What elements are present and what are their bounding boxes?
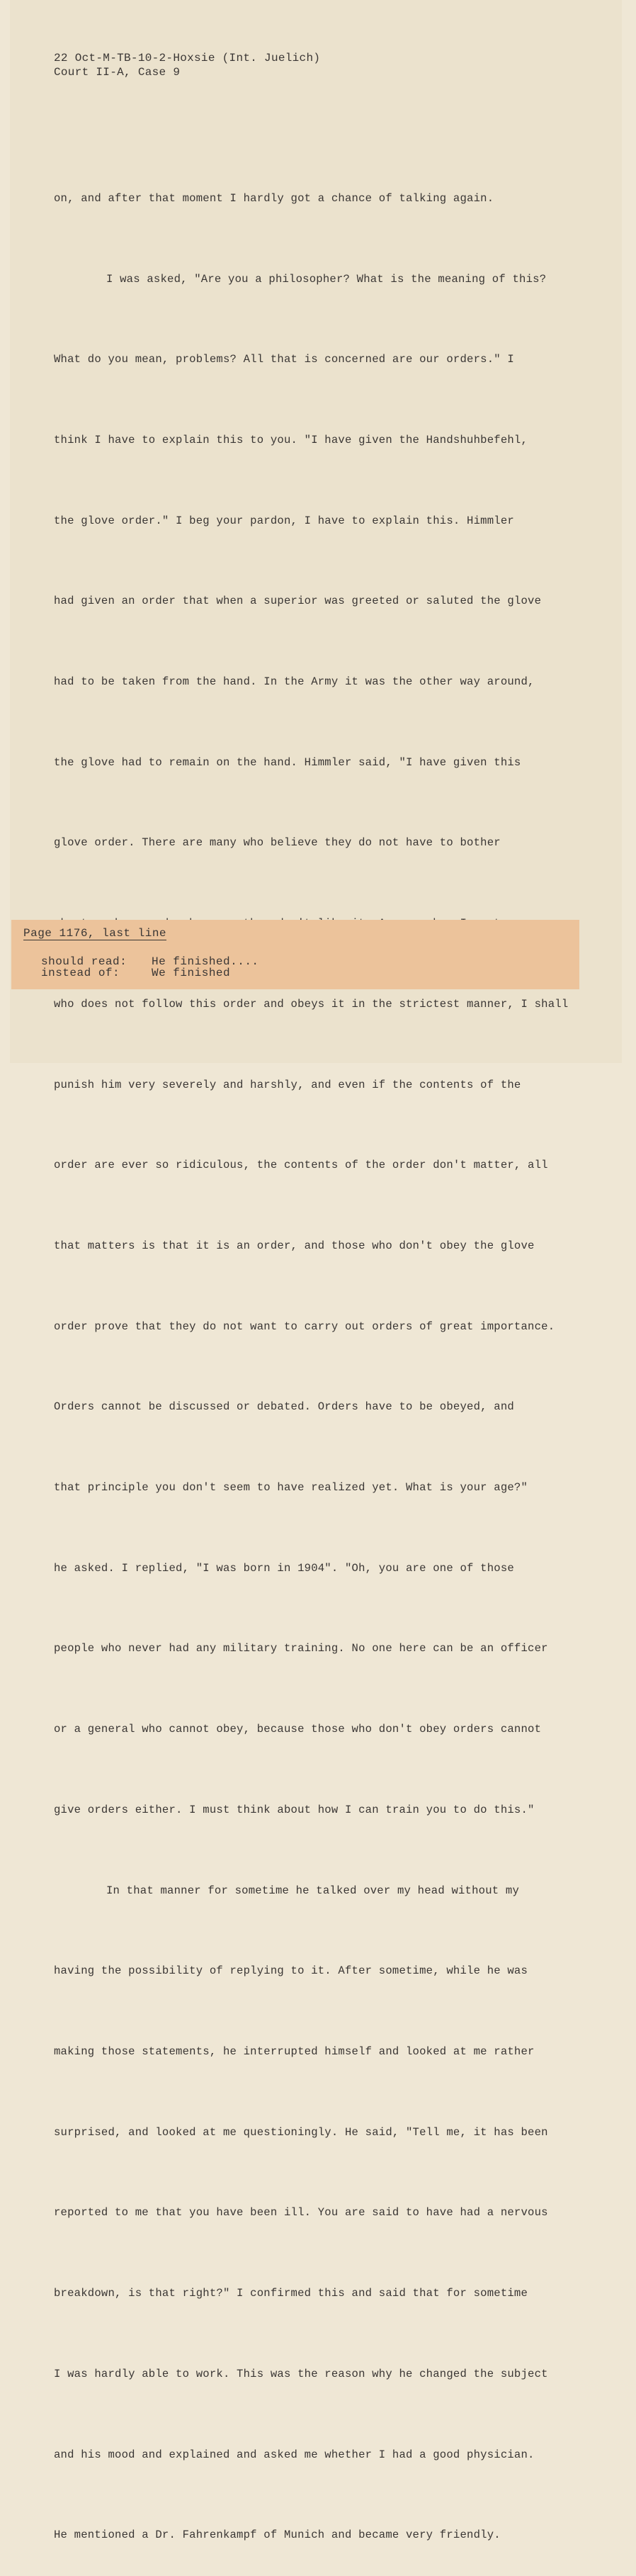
body-line: had given an order that when a superior was greeted or saluted the glove: [54, 595, 542, 608]
body-line: people who never had any military training. No one here can be an officer: [54, 1642, 548, 1655]
body-line: the glove had to remain on the hand. Himmler said, "I have given this: [54, 755, 521, 769]
body-line: He mentioned a Dr. Fahrenkampf of Munich and became very friendly.: [54, 2529, 501, 2542]
body-line: on, and after that moment I hardly got a chance of talking again.: [54, 191, 494, 205]
body-line: I was hardly able to work. This was the reason why he changed the subject: [54, 2367, 548, 2380]
body-line: I was asked, "Are you a philosopher? What is the meaning of this?: [106, 272, 547, 286]
body-line: breakdown, is that right?" I confirmed this and said that for sometime: [54, 2287, 528, 2300]
instead-of-value: We finished: [152, 967, 231, 979]
body-line: think I have to explain this to you. "I have given the Handshuhbefehl,: [54, 433, 528, 446]
body-line: order are ever so ridiculous, the contents of the order don't matter, all: [54, 1159, 548, 1172]
body-line: that matters is that it is an order, and those who don't obey the glove: [54, 1239, 535, 1252]
body-line: the glove order." I beg your pardon, I have to explain this. Himmler: [54, 514, 514, 527]
body-line: he asked. I replied, "I was born in 1904". "Oh, you are one of those: [54, 1561, 514, 1575]
errata-instead-of-row: [41, 967, 230, 979]
body-line: order prove that they do not want to carry out orders of great importance.: [54, 1320, 555, 1333]
body-line: In that manner for sometime he talked over my head without my: [106, 1884, 520, 1897]
document-header: [54, 51, 320, 79]
body-line: punish him very severely and harshly, and even if the contents of the: [54, 1078, 521, 1091]
body-line: Orders cannot be discussed or debated. Orders have to be obeyed, and: [54, 1400, 514, 1414]
body-line: that principle you don't seem to have realized yet. What is your age?": [54, 1481, 528, 1495]
body-line: who does not follow this order and obeys it in the strictest manner, I shall: [54, 997, 569, 1011]
should-read-label: should read:: [41, 955, 127, 968]
body-line: having the possibility of replying to it. After sometime, while he was: [54, 1964, 528, 1978]
should-read-value: He finished....: [152, 955, 259, 968]
header-line-2: Court II-A, Case 9: [54, 66, 181, 79]
document-body: [54, 132, 571, 2576]
body-line: or a general who cannot obey, because those who don't obey orders cannot: [54, 1723, 542, 1736]
body-line: glove order. There are many who believe they do not have to bother: [54, 836, 501, 850]
body-line: making those statements, he interrupted himself and looked at me rather: [54, 2045, 535, 2058]
errata-title: Page 1176, last line: [23, 927, 167, 940]
body-line: surprised, and looked at me questioningly. He said, "Tell me, it has been: [54, 2125, 548, 2139]
body-line: and his mood and explained and asked me whether I had a good physician.: [54, 2448, 535, 2461]
body-line: had to be taken from the hand. In the Army it was the other way around,: [54, 675, 535, 689]
body-line: give orders either. I must think about how I can train you to do this.": [54, 1803, 535, 1816]
header-line-1: 22 Oct-M-TB-10-2-Hoxsie (Int. Juelich): [54, 52, 321, 64]
errata-slip: [11, 920, 579, 989]
body-line: reported to me that you have been ill. You are said to have had a nervous: [54, 2206, 548, 2220]
instead-of-label: instead of:: [41, 967, 120, 979]
body-line: What do you mean, problems? All that is concerned are our orders." I: [54, 353, 514, 366]
